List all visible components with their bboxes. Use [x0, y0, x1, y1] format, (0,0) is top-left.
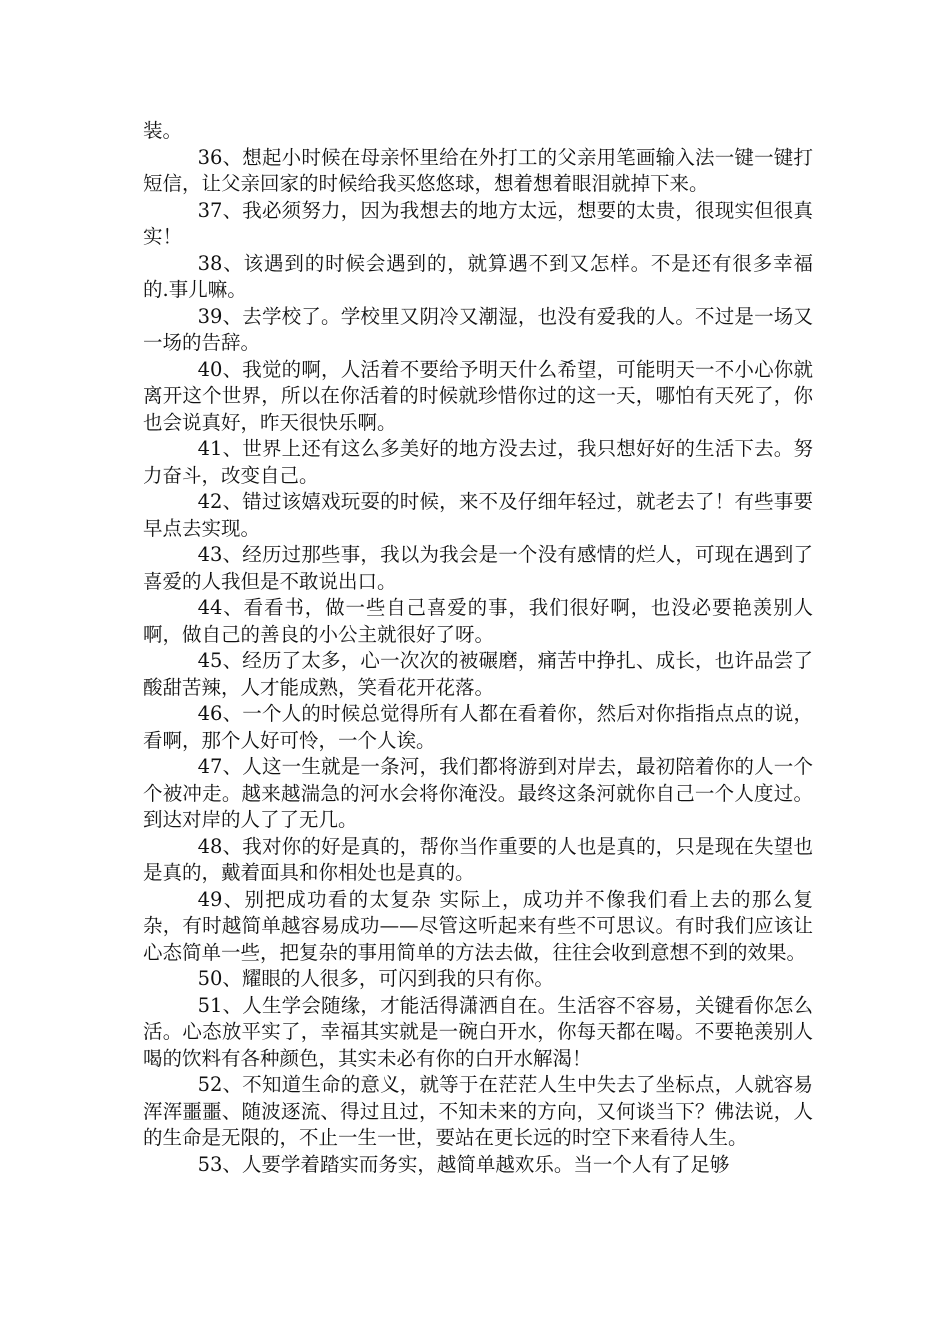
document-body [143, 118, 813, 1178]
paragraph-52: 52、不知道生命的意义，就等于在茫茫人生中失去了坐标点，人就容易浑浑噩噩、随波逐流、得过且过，不知未来的方向，又何谈当下？佛法说，人的生命是无限的，不止一生一世，要站在更长远的时空下来看待人生。 [143, 1073, 813, 1149]
paragraph-37: 37、我必须努力，因为我想去的地方太远，想要的太贵，很现实但很真实！ [143, 198, 813, 248]
paragraph-42: 42、错过该嬉戏玩耍的时候，来不及仔细年轻过，就老去了！有些事要早点去实现。 [143, 490, 813, 540]
paragraph-38: 38、该遇到的时候会遇到的，就算遇不到又怎样。不是还有很多幸福的.事儿嘛。 [143, 251, 813, 301]
paragraph-49: 49、别把成功看的太复杂 实际上，成功并不像我们看上去的那么复杂，有时越简单越容易成功——尽管这听起来有些不可思议。有时我们应该让心态简单一些，把复杂的事用简单的方法去做，往往会收到意想不到的效果。 [143, 887, 813, 964]
paragraph-50: 50、耀眼的人很多，可闪到我的只有你。 [197, 967, 554, 990]
paragraph-46: 46、一个人的时候总觉得所有人都在看着你，然后对你指指点点的说，看啊，那个人好可怜，一个人诶。 [143, 702, 813, 752]
paragraph-fragment: 装。 [143, 119, 183, 142]
paragraph-47: 47、人这一生就是一条河，我们都将游到对岸去，最初陪着你的人一个个被冲走。越来越湍急的河水会将你淹没。最终这条河就你自己一个人度过。到达对岸的人了了无几。 [143, 755, 813, 831]
paragraph-40: 40、我觉的啊，人活着不要给予明天什么希望，可能明天一不小心你就离开这个世界，所以在你活着的时候就珍惜你过的这一天，哪怕有天死了，你也会说真好，昨天很快乐啊。 [143, 357, 813, 434]
paragraph-41: 41、世界上还有这么多美好的地方没去过，我只想好好的生活下去。努力奋斗，改变自己。 [143, 437, 813, 487]
paragraph-51: 51、人生学会随缘，才能活得潇洒自在。生活容不容易，关键看你怎么活。心态放平实了，幸福其实就是一碗白开水，你每天都在喝。不要艳羡别人喝的饮料有各种颜色，其实未必有你的白开水解渴！ [143, 993, 813, 1070]
paragraph-48: 48、我对你的好是真的，帮你当作重要的人也是真的，只是现在失望也是真的，戴着面具和你相处也是真的。 [143, 834, 813, 884]
paragraph-44: 44、看看书，做一些自己喜爱的事，我们很好啊，也没必要艳羡别人啊，做自己的善良的小公主就很好了呀。 [143, 596, 813, 646]
paragraph-45: 45、经历了太多，心一次次的被碾磨，痛苦中挣扎、成长，也许品尝了酸甜苦辣，人才能成熟，笑看花开花落。 [143, 649, 813, 699]
paragraph-39: 39、去学校了。学校里又阴冷又潮湿，也没有爱我的人。不过是一场又一场的告辞。 [143, 304, 813, 354]
paragraph-43: 43、经历过那些事，我以为我会是一个没有感情的烂人，可现在遇到了喜爱的人我但是不敢说出口。 [143, 543, 813, 593]
paragraph-53: 53、人要学着踏实而务实，越简单越欢乐。当一个人有了足够 [197, 1152, 730, 1176]
paragraph-36: 36、想起小时候在母亲怀里给在外打工的父亲用笔画输入法一键一键打短信，让父亲回家的时候给我买悠悠球，想着想着眼泪就掉下来。 [143, 145, 813, 195]
